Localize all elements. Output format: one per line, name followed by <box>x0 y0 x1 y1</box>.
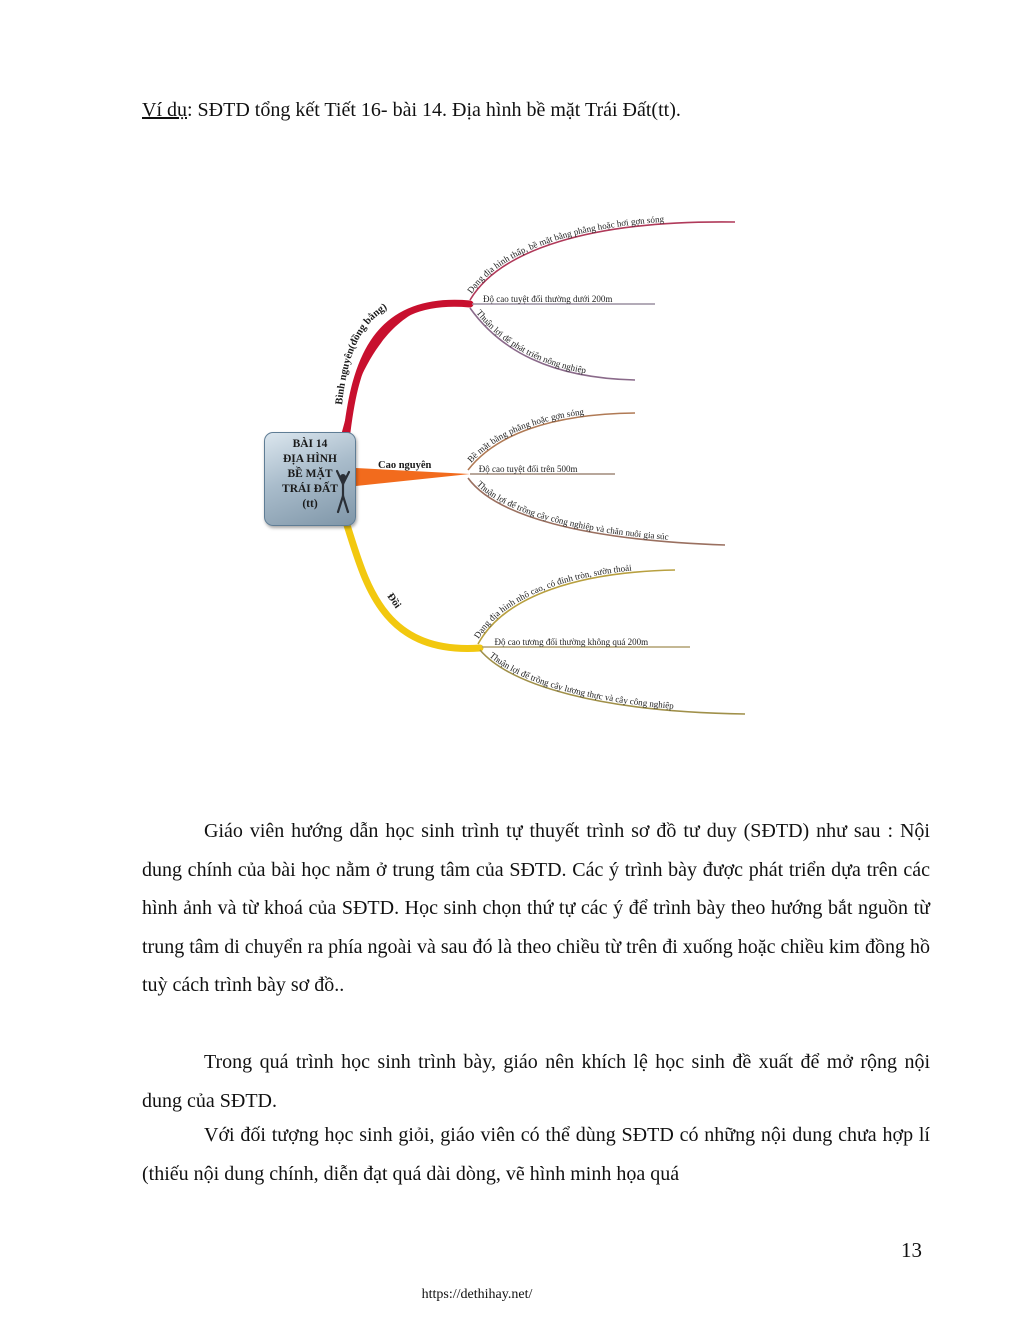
paragraph-2: Trong quá trình học sinh trình bày, giáo nên khích lệ học sinh đề xuất để mở rộng nội dung của SĐTD. <box>142 1051 930 1112</box>
example-heading <box>142 97 681 123</box>
center-line: TRÁI ĐẤT <box>282 483 338 495</box>
sub-label: Thuận lợi để phát triển nông nghiệp <box>474 307 587 376</box>
sub-label: Độ cao tuyệt đối trên 500m <box>478 464 578 474</box>
footer-url[interactable]: https://dethihay.net/ <box>421 1287 533 1302</box>
sub-label: Dạng địa hình nhô cao, có đỉnh tròn, sườn thoải <box>471 562 633 641</box>
center-line: BỀ MẶT <box>287 468 333 480</box>
branch-label-1 <box>334 301 389 405</box>
sub-label: Dạng địa hình thấp, bề mặt bằng phẳng hoặc hơi gợn sóng <box>465 213 665 296</box>
branch-doi <box>346 522 480 648</box>
branch-label-1-text: Bình nguyên(đồng bằng) <box>334 301 390 406</box>
center-line: BÀI 14 <box>292 438 328 450</box>
mind-map <box>250 200 760 730</box>
branch-label-2: Cao nguyên <box>378 460 432 471</box>
sub-label: Độ cao tuyệt đối thường dưới 200m <box>482 294 613 304</box>
paragraph-1: Giáo viên hướng dẫn học sinh trình tự thuyết trình sơ đồ tư duy (SĐTD) như sau : Nội dung chính của bài học nằm ở trung tâm của SĐTD. Các ý trình bày được phát triển dựa trên các hình ảnh và từ khoá của SĐTD. Học sinh chọn thứ tự các ý để trình bày theo hướng bắt nguồn từ trung tâm di chuyển ra phía ngoài và sau đó là theo chiều từ trên đi xuống hoặc chiều kim đồng hồ tuỳ cách trình bày sơ đồ.. <box>142 820 930 996</box>
sub-label: Độ cao tương đối thường không quá 200m <box>494 637 649 647</box>
center-line: ĐỊA HÌNH <box>283 453 337 465</box>
branch-label-3: Đồi <box>384 591 403 611</box>
climber-figure-icon <box>334 468 352 516</box>
sub-label: Thuận lợi để trồng cây lương thực và cây công nghiệp <box>487 650 675 711</box>
sub-label: Thuận lợi để trồng cây công nghiệp và chăn nuôi gia súc <box>475 478 669 542</box>
paragraph-3: Với đối tượng học sinh giỏi, giáo viên có thể dùng SĐTD có những nội dung chưa hợp lí (thiếu nội dung chính, diễn đạt quá dài dòng, vẽ hình minh họa quá <box>142 1124 930 1185</box>
sub-label: Bề mặt bằng phẳng hoặc gợn sóng <box>465 406 585 465</box>
center-line: (tt) <box>302 498 318 510</box>
example-title: : SĐTD tổng kết Tiết 16- bài 14. Địa hình bề mặt Trái Đất(tt). <box>187 99 681 121</box>
page-number: 13 <box>901 1238 922 1262</box>
example-label: Ví dụ <box>142 99 187 121</box>
